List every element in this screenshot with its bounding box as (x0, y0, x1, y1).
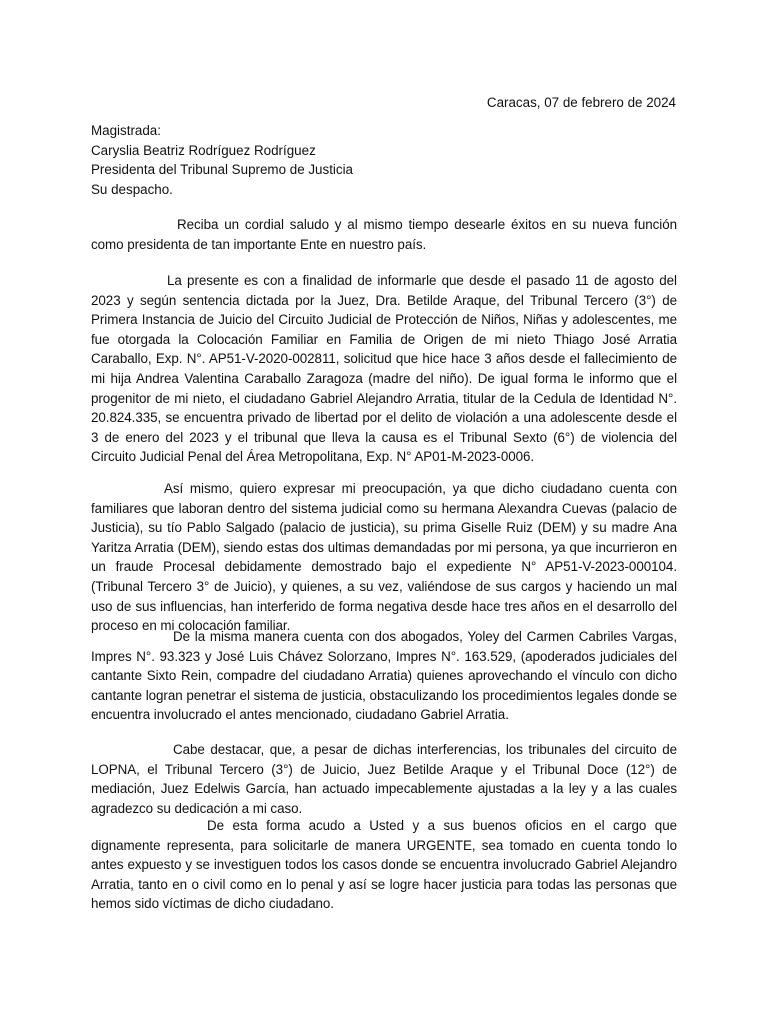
recipient-block (91, 121, 353, 199)
recipient-name: Caryslia Beatriz Rodríguez Rodríguez (91, 142, 316, 158)
recipient-salutation: Magistrada: (91, 123, 161, 138)
paragraph-greeting: Reciba un cordial saludo y al mismo tiempo desearle éxitos en su nueva función como presidenta de tan importante Ente en nuestro país. (91, 217, 677, 252)
paragraph-lawyers: De la misma manera cuenta con dos abogados, Yoley del Carmen Cabriles Vargas, Impres N°. 93.323 y José Luis Chávez Solorzano, Impres N°. 163.529, (apoderados judiciales del cantante Sixto Rein, compadre del ciudadano Arratia) quienes aprovechando el vínculo con dicho cantante logran penetrar el sistema de justicia, obstaculizando los procedimientos legales donde se encuentra involucrado el antes mencionado, ciudadano Gabriel Arratia. (91, 629, 677, 723)
recipient-title: Presidenta del Tribunal Supremo de Justicia (91, 162, 354, 177)
paragraph-court-ruling: La presente es con a finalidad de informarle que desde el pasado 11 de agosto del 2023 y según sentencia dictada por la Juez, Dra. Betilde Araque, del Tribunal Tercero (3°) de Primera Instancia de Juicio del Circuito Judicial de Protección de Niños, Niñas y adolescentes, me fue otorgada la Colocación Familiar en Familia de Origen de mi nieto Thiago José Arratia Caraballo, Exp. N°. AP51-V-2020-002811, solicitud que hice hace 3 años desde el fallecimiento de mi hija Andrea Valentina Caraballo Zaragoza (madre del niño). De igual forma le informo que el progenitor de mi nieto, el ciudadano Gabriel Alejandro Arratia, titular de la Cedula de Identidad N°. 20.824.335, se encuentra privado de libertad por el delito de violación a una adolescente desde el 3 de enero del 2023 y el tribunal que lleva la causa es el Tribunal Sexto (6°) de violencia del Circuito Judicial Penal del Área Metropolitana, Exp. N° AP01-M-2023-0006. (91, 273, 677, 465)
paragraph-concern: Así mismo, quiero expresar mi preocupación, ya que dicho ciudadano cuenta con familiares que laboran dentro del sistema judicial como su hermana Alexandra Cuevas (palacio de Justicia), su tío Pablo Salgado (palacio de justicia), su prima Giselle Ruiz (DEM) y su madre Ana Yaritza Arratia (DEM), siendo estas dos ultimas demandadas por mi persona, ya que incurrieron en un fraude Procesal debidamente demostrado bajo el expediente N° AP51-V-2023-000104. (Tribunal Tercero 3° de Juicio), y quienes, a su vez, valiéndose de sus cargos y haciendo un mal uso de sus influencias, han interferido de forma negativa desde hace tres años en el desarrollo del proceso en mi colocación familiar. (91, 481, 677, 634)
letter-date: Caracas, 07 de febrero de 2024 (486, 95, 676, 110)
paragraph-request: De esta forma acudo a Usted y a sus buenos oficios en el cargo que dignamente representa, para solicitarle de manera URGENTE, sea tomado en cuenta tondo lo antes expuesto y se investiguen todos los casos donde se encuentra involucrado Gabriel Alejandro Arratia, tanto en o civil como en lo penal y así se logre hacer justicia para todas las personas que hemos sido víctimas de dicho ciudadano. (91, 818, 677, 912)
paragraph-acknowledgement: Cabe destacar, que, a pesar de dichas interferencias, los tribunales del circuito de LOPNA, el Tribunal Tercero (3°) de Juicio, Juez Betilde Araque y el Tribunal Doce (12°) de mediación, Juez Edelwis García, han actuado impecablemente ajustadas a la ley y a las cuales agradezco su dedicación a mi caso. (91, 742, 677, 816)
recipient-closing-line: Su despacho. (91, 181, 173, 197)
